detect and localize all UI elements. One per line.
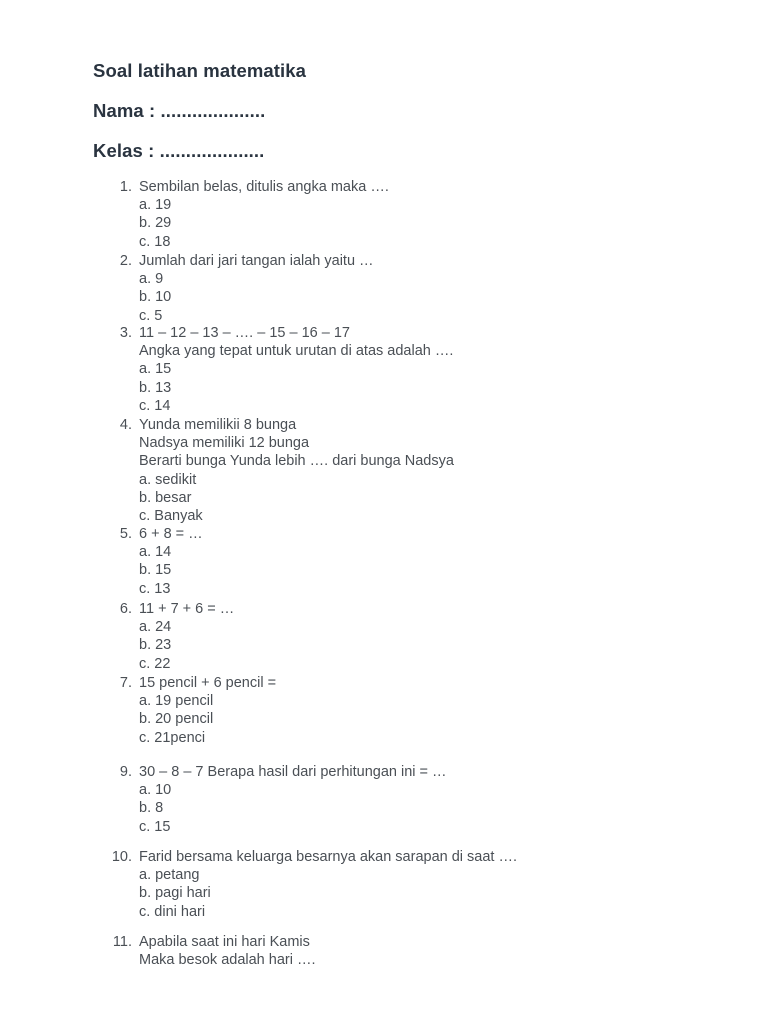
- answer-option: a. 19: [139, 197, 172, 214]
- answer-option: b. pagi hari: [139, 885, 211, 902]
- question-number: 10.: [111, 849, 132, 865]
- question-number: 11.: [112, 934, 132, 950]
- answer-option: c. Banyak: [139, 508, 203, 524]
- answer-option: a. 14: [139, 544, 172, 561]
- question-text: Nadsya memiliki 12 bunga: [139, 435, 310, 452]
- answer-option: a. sedikit: [139, 471, 197, 488]
- question-text: 15 pencil + 6 pencil =: [139, 675, 277, 691]
- question-text: Berarti bunga Yunda lebih …. dari bunga Nadsya: [139, 453, 454, 470]
- answer-option: b. 20 pencil: [139, 711, 214, 728]
- question-text: Farid bersama keluarga besarnya akan sarapan di saat ….: [139, 849, 518, 865]
- answer-option: a. petang: [139, 867, 200, 884]
- question-number: 4.: [119, 417, 132, 433]
- answer-option: a. 24: [139, 619, 172, 636]
- answer-option: c. 13: [139, 580, 171, 597]
- question-number: 6.: [119, 601, 132, 617]
- name-field-line: Nama : ....................: [93, 100, 266, 121]
- question-text: Angka yang tepat untuk urutan di atas adalah ….: [139, 343, 454, 360]
- answer-option: b. 8: [139, 800, 164, 817]
- question-text: 30 – 8 – 7 Berapa hasil dari perhitungan ini = …: [139, 764, 447, 780]
- answer-option: c. 21penci: [139, 729, 206, 746]
- answer-option: a. 10: [139, 782, 172, 799]
- class-field-line: Kelas : ....................: [93, 140, 265, 161]
- question-text: Maka besok adalah hari ….: [139, 952, 316, 969]
- question-number: 3.: [119, 325, 132, 341]
- answer-option: b. besar: [139, 489, 192, 506]
- answer-option: a. 15: [139, 361, 172, 378]
- question-text: Yunda memilikii 8 bunga: [139, 417, 297, 433]
- answer-option: c. 14: [139, 397, 171, 414]
- question-number: 5.: [119, 526, 132, 542]
- question-text: 6 + 8 = …: [139, 526, 203, 542]
- answer-option: c. dini hari: [139, 903, 206, 920]
- question-text: Apabila saat ini hari Kamis: [139, 934, 310, 950]
- question-text: 11 – 12 – 13 – …. – 15 – 16 – 17: [139, 325, 350, 341]
- question-number: 7.: [119, 675, 132, 691]
- answer-option: a. 19 pencil: [139, 693, 214, 710]
- question-number: 9.: [119, 764, 132, 780]
- answer-option: b. 15: [139, 562, 172, 579]
- question-text: 11 + 7 + 6 = …: [139, 601, 235, 617]
- question-number: 2.: [119, 253, 132, 269]
- answer-option: a. 9: [139, 271, 164, 288]
- answer-option: c. 18: [139, 233, 171, 250]
- answer-option: c. 5: [139, 307, 163, 324]
- answer-option: b. 13: [139, 379, 172, 396]
- question-text: Jumlah dari jari tangan ialah yaitu …: [139, 253, 374, 269]
- answer-option: b. 10: [139, 289, 172, 306]
- answer-option: b. 29: [139, 215, 172, 232]
- answer-option: c. 15: [139, 818, 171, 835]
- document-title: Soal latihan matematika: [93, 60, 307, 81]
- question-text: Sembilan belas, ditulis angka maka ….: [139, 179, 389, 195]
- question-number: 1.: [119, 179, 132, 195]
- answer-option: c. 22: [139, 655, 171, 672]
- answer-option: b. 23: [139, 637, 172, 654]
